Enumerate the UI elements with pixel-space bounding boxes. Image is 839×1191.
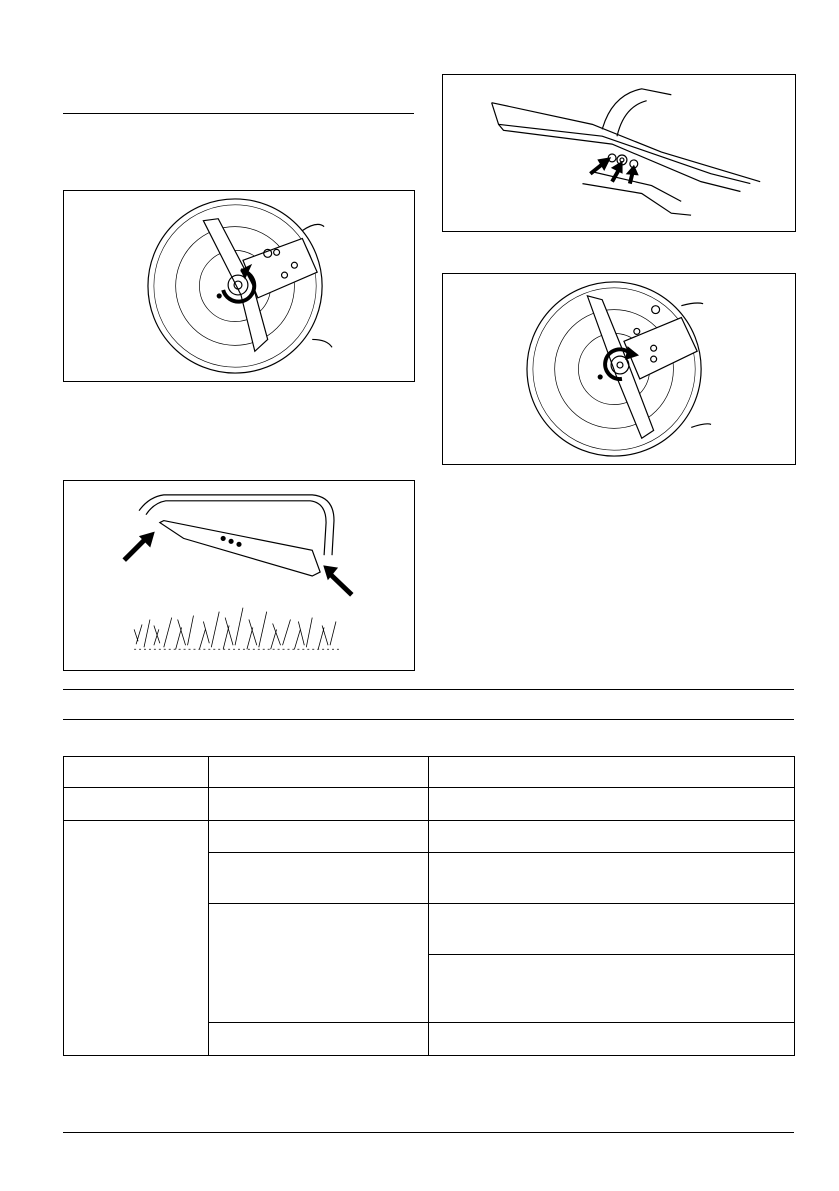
- table-cell: [429, 1023, 795, 1056]
- mower-deck-blade-counterclockwise-icon: [64, 191, 414, 381]
- table-cell: [429, 955, 795, 1023]
- table-cell: [429, 853, 795, 904]
- section-rule-top: [63, 689, 794, 690]
- troubleshooting-table: [63, 756, 795, 1056]
- table-cell: [209, 1023, 429, 1056]
- table-cell: [209, 821, 429, 853]
- table-cell: [429, 821, 795, 853]
- table-cell: [64, 788, 209, 821]
- figure-blade-mounting-holes: [442, 74, 796, 232]
- blade-mounting-holes-arrows-icon: [443, 75, 795, 231]
- table-row: [64, 757, 795, 788]
- figure-blade-install: [442, 273, 796, 465]
- table-cell: [429, 904, 795, 955]
- table-row: [64, 788, 795, 821]
- table-cell: [429, 757, 795, 788]
- table-cell: [64, 821, 209, 1056]
- blade-under-deck-arrows-icon: [64, 481, 414, 670]
- table-cell: [209, 853, 429, 904]
- mower-deck-blade-clockwise-icon: [443, 274, 795, 464]
- table-cell: [64, 757, 209, 788]
- figure-blade-removal: [63, 190, 415, 382]
- table-cell: [209, 788, 429, 821]
- table-cell: [429, 788, 795, 821]
- section-rule-bottom: [63, 719, 794, 720]
- figure-blade-orientation: [63, 480, 415, 671]
- table-cell: [209, 904, 429, 1023]
- section-rule-left: [63, 113, 414, 114]
- table-cell: [209, 757, 429, 788]
- footer-rule: [63, 1132, 794, 1133]
- table-row: [64, 821, 795, 853]
